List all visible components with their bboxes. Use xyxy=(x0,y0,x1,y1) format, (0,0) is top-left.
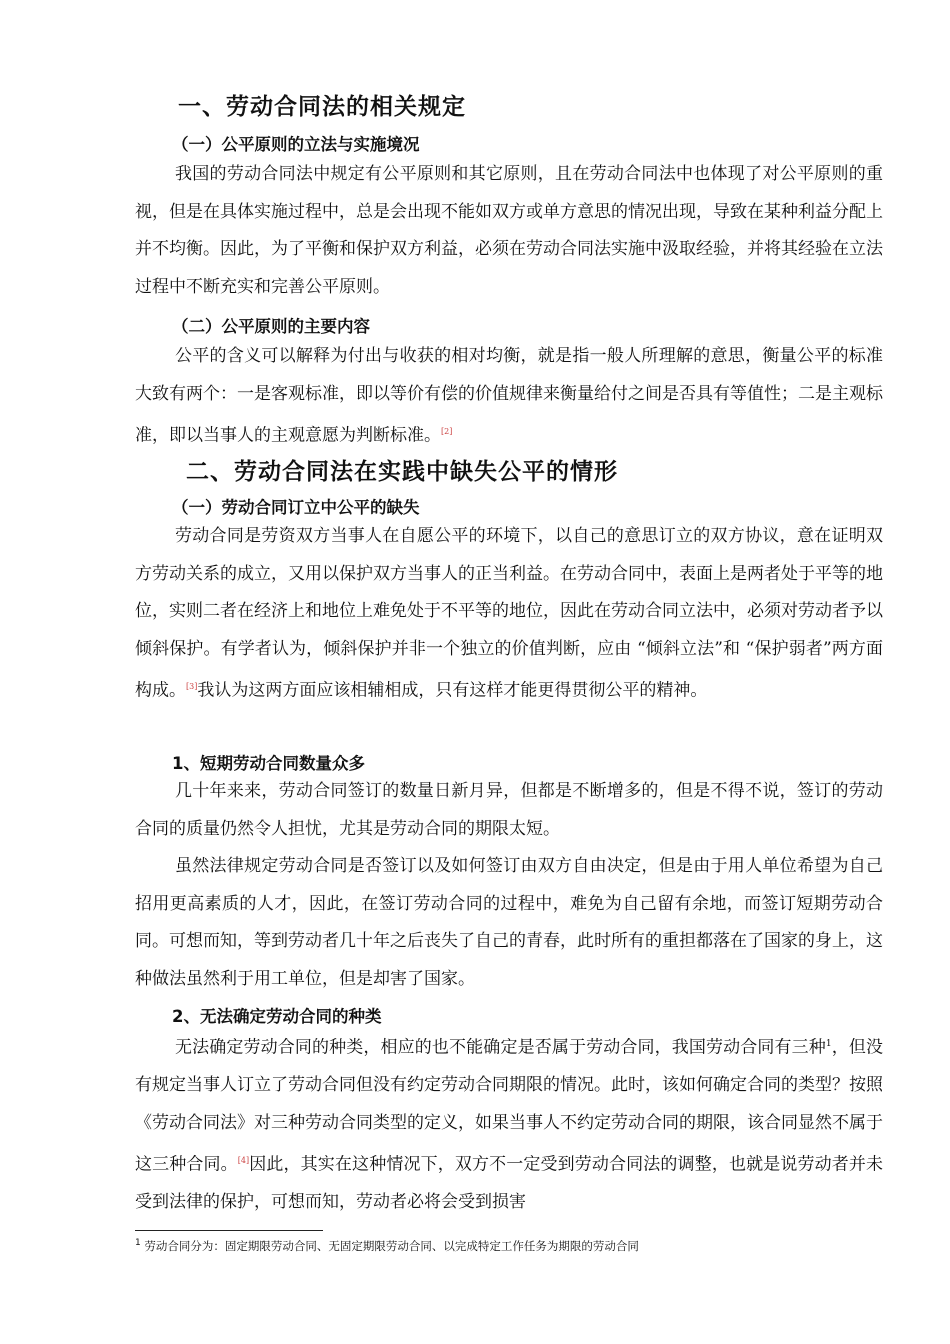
item-1-paragraph-2: 虽然法律规定劳动合同是否签订以及如何签订由双方自由决定，但是由于用人单位希望为自己招用更高素质的人才，因此，在签订劳动合同的过程中，难免为自己留有余地，而签订短期劳动合同。可想而知，等到劳动者几十年之后丧失了自己的青春，此时所有的重担都落在了国家的身上，这种做法虽然利于用工单位，但是却害了国家。 xyxy=(135,856,883,989)
footnote-number: 1 xyxy=(135,1238,141,1249)
item-2-heading: 2、无法确定劳动合同的种类 xyxy=(172,1007,382,1026)
footnote-text: 劳动合同分为：固定期限劳动合同、无固定期限劳动合同、以完成特定工作任务为期限的劳动合同 xyxy=(144,1239,639,1253)
citation-ref: [3] xyxy=(186,682,198,691)
section-1-2-heading: （二）公平原则的主要内容 xyxy=(172,317,370,336)
footnote-divider xyxy=(135,1230,323,1231)
item-2-paragraph xyxy=(135,1026,883,1222)
section-1-1-heading: （一）公平原则的立法与实施境况 xyxy=(172,135,420,154)
citation-ref: [4] xyxy=(237,1156,250,1166)
item-2-text-b: ，但没有规定当事人订立了劳动合同但没有约定劳动合同期限的情况。此时，该如何确定合同的类型？按照《劳动合同法》对三种劳动合同类型的定义，如果当事人不约定劳动合同的期限，该合同显然不属于这三种合同。 xyxy=(135,1037,884,1175)
footnote-marker: 1 xyxy=(825,1039,832,1049)
item-1-heading: 1、短期劳动合同数量众多 xyxy=(172,754,365,773)
item-2-text-a: 无法确定劳动合同的种类，相应的也不能确定是否属于劳动合同，我国劳动合同有三种 xyxy=(175,1037,826,1058)
section-1-heading: 一、劳动合同法的相关规定 xyxy=(178,94,466,120)
item-2-text-c: 因此，其实在这种情况下，双方不一定受到劳动合同法的调整，也就是说劳动者并未受到法律的保护，可想而知，劳动者必将会受到损害 xyxy=(135,1154,884,1213)
section-2-1-heading: （一）劳动合同订立中公平的缺失 xyxy=(172,498,420,517)
section-2-1-paragraph xyxy=(135,518,883,710)
item-1-paragraph-1: 几十年来来，劳动合同签订的数量日新月异，但都是不断增多的，但是不得不说，签订的劳动合同的质量仍然令人担忧，尤其是劳动合同的期限太短。 xyxy=(135,781,883,839)
section-2-1-text-b: 我认为这两方面应该相辅相成，只有这样才能更得贯彻公平的精神。 xyxy=(197,680,708,701)
section-2-1-text-a: 劳动合同是劳资双方当事人在自愿公平的环境下，以自己的意思订立的双方协议，意在证明双方劳动关系的成立，又用以保护双方当事人的正当利益。在劳动合同中，表面上是两者处于平等的地位，实则二者在经济上和地位上难免处于不平等的地位，因此在劳动合同立法中，必须对劳动者予以倾斜保护。有学者认为，倾斜保护并非一个独立的价值判断，应由 “倾斜立法”和 “保护弱者”两方面构成。 xyxy=(135,526,883,701)
section-1-2-text: 公平的含义可以解释为付出与收获的相对均衡，就是指一般人所理解的意思，衡量公平的标准大致有两个：一是客观标准，即以等价有偿的价值规律来衡量给付之间是否具有等值性；二是主观标准，即以当事人的主观意愿为判断标准。 xyxy=(135,346,883,446)
footnote xyxy=(135,1238,639,1254)
section-1-2-paragraph xyxy=(135,338,883,455)
section-2-heading: 二、劳动合同法在实践中缺失公平的情形 xyxy=(186,459,618,485)
section-1-1-paragraph: 我国的劳动合同法中规定有公平原则和其它原则，且在劳动合同法中也体现了对公平原则的重视，但是在具体实施过程中，总是会出现不能如双方或单方意思的情况出现，导致在某种利益分配上并不均衡。因此，为了平衡和保护双方利益，必须在劳动合同法实施中汲取经验，并将其经验在立法过程中不断充实和完善公平原则。 xyxy=(135,164,883,297)
citation-ref: [2] xyxy=(441,427,453,436)
